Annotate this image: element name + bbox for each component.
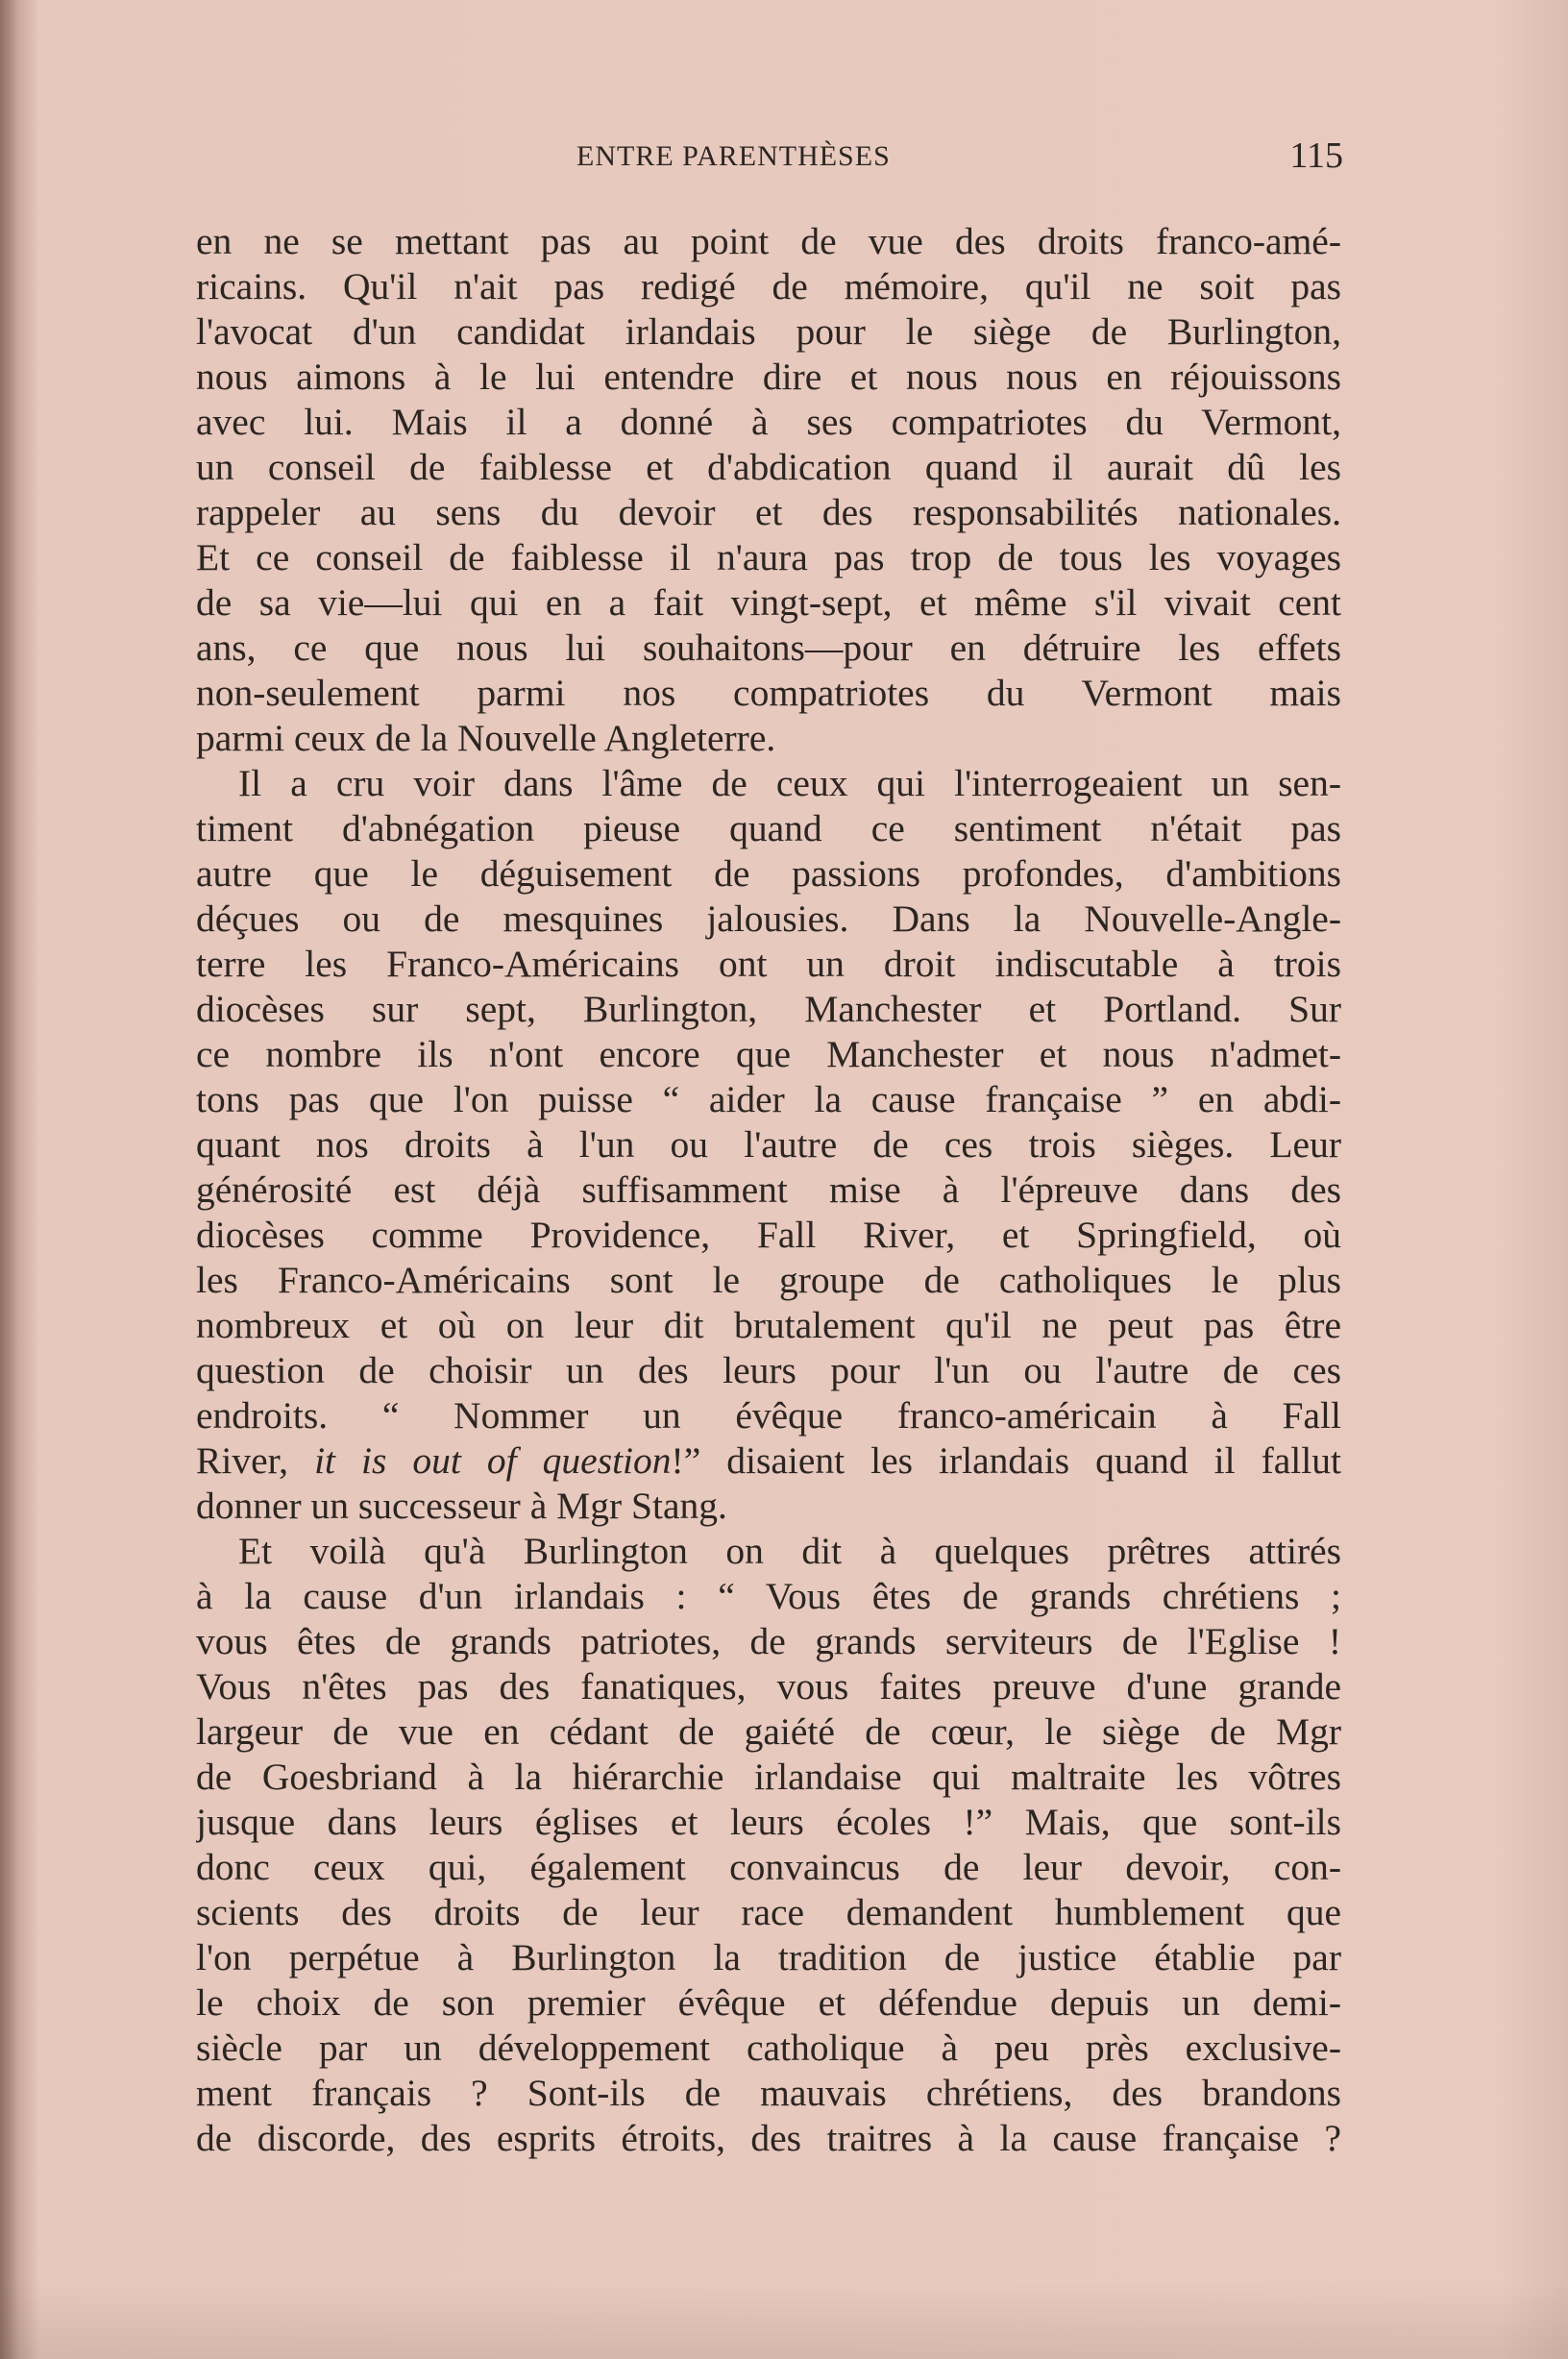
page-header xyxy=(192,135,1343,192)
text-line: autre que le déguisement de passions profondes, d'ambitions xyxy=(196,852,1341,895)
text-line-with-italic xyxy=(196,1438,1341,1484)
text-line: de discorde, des esprits étroits, des traitres à la cause française ? xyxy=(196,2117,1341,2159)
text-line: diocèses sur sept, Burlington, Manchester et Portland. Sur xyxy=(196,988,1341,1030)
text-line: endroits. “ Nommer un évêque franco-américain à Fall xyxy=(196,1394,1341,1437)
text-line: quant nos droits à l'un ou l'autre de ces trois sièges. Leur xyxy=(196,1123,1341,1166)
text-line: largeur de vue en cédant de gaiété de cœur, le siège de Mgr xyxy=(196,1710,1341,1753)
italic-phrase: it is out of question xyxy=(314,1439,672,1482)
page-number: 115 xyxy=(1289,135,1343,176)
paragraph-3 xyxy=(196,1529,1341,2161)
text-line: nous aimons à le lui entendre dire et nous nous en réjouissons xyxy=(196,356,1341,398)
text-line: ce nombre ils n'ont encore que Manchester et nous n'admet- xyxy=(196,1033,1341,1075)
text-line: nombreux et où on leur dit brutalement qu'il ne peut pas être xyxy=(196,1304,1341,1346)
text-line: non-seulement parmi nos compatriotes du Vermont mais xyxy=(196,672,1341,714)
text-line: ricains. Qu'il n'ait pas redigé de mémoire, qu'il ne soit pas xyxy=(196,265,1341,307)
text-line: parmi ceux de la Nouvelle Angleterre. xyxy=(196,717,776,759)
text-line: jusque dans leurs églises et leurs écoles !” Mais, que sont-ils xyxy=(196,1801,1341,1843)
body-text xyxy=(196,219,1341,2161)
text-line: vous êtes de grands patriotes, de grands serviteurs de l'Eglise ! xyxy=(196,1620,1341,1662)
text-line: siècle par un développement catholique à peu près exclusive- xyxy=(196,2027,1341,2069)
text-line: générosité est déjà suffisamment mise à l'épreuve dans des xyxy=(196,1168,1341,1211)
text-line: Et ce conseil de faiblesse il n'aura pas trop de tous les voyages xyxy=(196,536,1341,578)
text-span: River, xyxy=(196,1439,315,1482)
paragraph-1 xyxy=(196,219,1341,761)
text-line: donc ceux qui, également convaincus de leur devoir, con- xyxy=(196,1846,1341,1888)
text-line: de sa vie—lui qui en a fait vingt-sept, et même s'il vivait cent xyxy=(196,581,1341,624)
binding-shadow xyxy=(0,0,38,2359)
text-line: scients des droits de leur race demandent humblement que xyxy=(196,1891,1341,1933)
text-line: timent d'abnégation pieuse quand ce sentiment n'était pas xyxy=(196,807,1341,849)
text-line: les Franco-Américains sont le groupe de catholiques le plus xyxy=(196,1259,1341,1301)
text-line: ans, ce que nous lui souhaitons—pour en détruire les effets xyxy=(196,627,1341,669)
running-head: ENTRE PARENTHÈSES xyxy=(576,140,891,172)
text-line: terre les Franco-Américains ont un droit indiscutable à trois xyxy=(196,943,1341,985)
paragraph-2 xyxy=(196,761,1341,1529)
text-line: en ne se mettant pas au point de vue des droits franco-amé- xyxy=(196,220,1341,262)
text-line: donner un successeur à Mgr Stang. xyxy=(196,1485,727,1527)
text-line: rappeler au sens du devoir et des responsabilités nationales. xyxy=(196,491,1341,533)
text-line: tons pas que l'on puisse “ aider la cause française ” en abdi- xyxy=(196,1078,1341,1120)
text-line: Et voilà qu'à Burlington on dit à quelques prêtres attirés xyxy=(238,1530,1341,1572)
text-line: avec lui. Mais il a donné à ses compatriotes du Vermont, xyxy=(196,401,1341,443)
text-line: Vous n'êtes pas des fanatiques, vous faites preuve d'une grande xyxy=(196,1665,1341,1708)
text-line: déçues ou de mesquines jalousies. Dans la Nouvelle-Angle- xyxy=(196,897,1341,940)
page-bottom-shade xyxy=(0,2282,1568,2359)
text-line: Il a cru voir dans l'âme de ceux qui l'interrogeaient un sen- xyxy=(238,762,1341,804)
text-line: à la cause d'un irlandais : “ Vous êtes de grands chrétiens ; xyxy=(196,1575,1341,1617)
text-line: l'avocat d'un candidat irlandais pour le siège de Burlington, xyxy=(196,310,1341,353)
text-line: diocèses comme Providence, Fall River, et Springfield, où xyxy=(196,1214,1341,1256)
text-line: ment français ? Sont-ils de mauvais chrétiens, des brandons xyxy=(196,2072,1341,2114)
text-line: l'on perpétue à Burlington la tradition de justice établie par xyxy=(196,1936,1341,1978)
text-line: question de choisir un des leurs pour l'un ou l'autre de ces xyxy=(196,1349,1341,1391)
text-span: !” disaient les irlandais quand il fallut xyxy=(671,1439,1341,1482)
text-line: un conseil de faiblesse et d'abdication quand il aurait dû les xyxy=(196,446,1341,488)
text-line: de Goesbriand à la hiérarchie irlandaise qui maltraite les vôtres xyxy=(196,1756,1341,1798)
text-line: le choix de son premier évêque et défendue depuis un demi- xyxy=(196,1981,1341,2024)
